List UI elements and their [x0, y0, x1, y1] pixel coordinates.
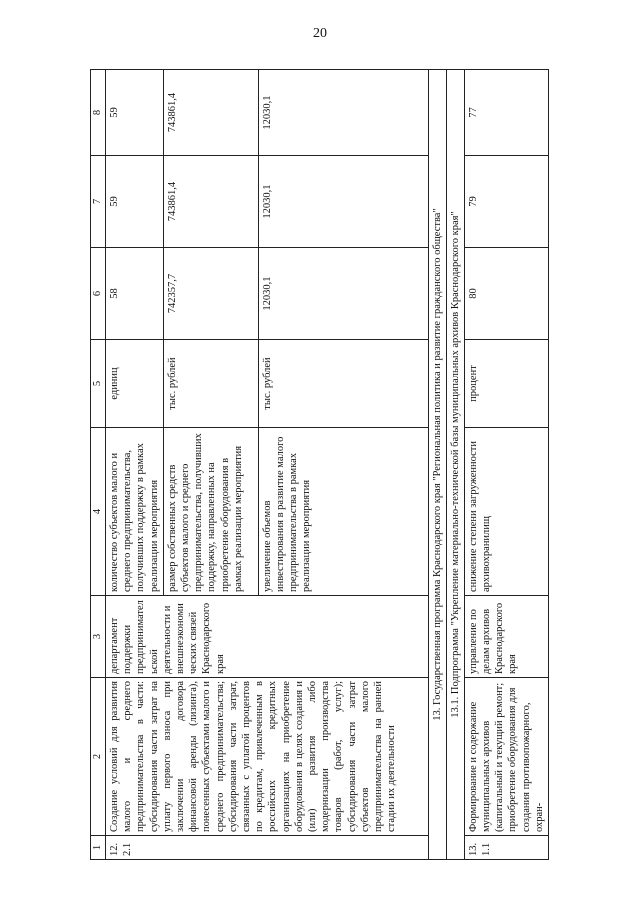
col-header-8: 8	[91, 70, 106, 156]
indicator-value-7: 743861,4	[163, 156, 258, 248]
subsection-row	[446, 70, 464, 860]
indicator-name: размер собственных средств субъектов малого и среднего предпринимательства, получивших поддержку, направленных на приобретение оборудования в рамках реализации мероприятия	[163, 428, 258, 596]
indicator-unit: тыс. рублей	[163, 340, 258, 428]
measure-description: Создание условий для развития малого и среднего предпринимательства в части: субсидирования части затрат на уплату первого взноса при заключении договора финансовой аренды (лизинга), понесенных субъектами малого и среднего предпринимательства; субсидирования части затрат, связанных с уплатой процентов по кредитам, привлеченным в российских кредитных организациях на приобретение оборудования в целях создания и (или) развития либо модернизации производства товаров (работ, услуг); субсидирования части затрат субъектов малого предпринимательства на ранней стадии их деятельности	[106, 678, 429, 836]
row-code: 12.2.1	[106, 836, 429, 860]
col-header-5: 5	[91, 340, 106, 428]
indicator-unit: единиц	[106, 340, 164, 428]
section-row	[428, 70, 446, 860]
indicator-value-8: 743861,4	[163, 70, 258, 156]
col-header-2: 2	[91, 678, 106, 836]
indicator-unit: тыс. рублей	[258, 340, 428, 428]
executor: департамент поддержки предпринимательской деятельности и внешнеэкономических связей Краснодарского края	[106, 596, 429, 678]
col-header-3: 3	[91, 596, 106, 678]
indicator-value-6: 12030,1	[258, 248, 428, 340]
column-number-row	[91, 70, 106, 860]
indicator-unit: процент	[464, 340, 548, 428]
col-header-1: 1	[91, 836, 106, 860]
indicator-value-6: 58	[106, 248, 164, 340]
indicator-name: снижение степени загруженности архивохранилищ	[464, 428, 548, 596]
indicator-value-6: 80	[464, 248, 548, 340]
indicator-value-8: 77	[464, 70, 548, 156]
row-code: 13.1.1	[464, 836, 548, 860]
indicator-value-7: 12030,1	[258, 156, 428, 248]
measure-description: Формирование и содержание муниципальных архивов (капитальный и текущий ремонт; приобретение оборудования для создания противопожарного, охран-	[464, 678, 548, 836]
indicator-value-7: 59	[106, 156, 164, 248]
table-row	[106, 70, 164, 860]
indicator-value-7: 79	[464, 156, 548, 248]
rotated-table-container	[90, 70, 545, 860]
page-number: 20	[313, 26, 327, 41]
indicator-value-8: 59	[106, 70, 164, 156]
indicator-name: увеличение объемов инвестирования в развитие малого предпринимательства в рамках реализации мероприятия	[258, 428, 428, 596]
indicator-value-6: 742357,7	[163, 248, 258, 340]
section-title: 13. Государственная программа Краснодарского края "Региональная политика и развитие гражданского общества"	[428, 70, 446, 860]
col-header-4: 4	[91, 428, 106, 596]
program-table	[90, 69, 549, 860]
col-header-7: 7	[91, 156, 106, 248]
indicator-value-8: 12030,1	[258, 70, 428, 156]
executor: управление по делам архивов Краснодарского края	[464, 596, 548, 678]
table-row	[464, 70, 548, 860]
col-header-6: 6	[91, 248, 106, 340]
indicator-name: количество субъектов малого и среднего предпринимательства, получивших поддержку в рамках реализации мероприятия	[106, 428, 164, 596]
subsection-title: 13.1. Подпрограмма "Укрепление материально-технической базы муниципальных архивов Краснодарского края"	[446, 70, 464, 860]
